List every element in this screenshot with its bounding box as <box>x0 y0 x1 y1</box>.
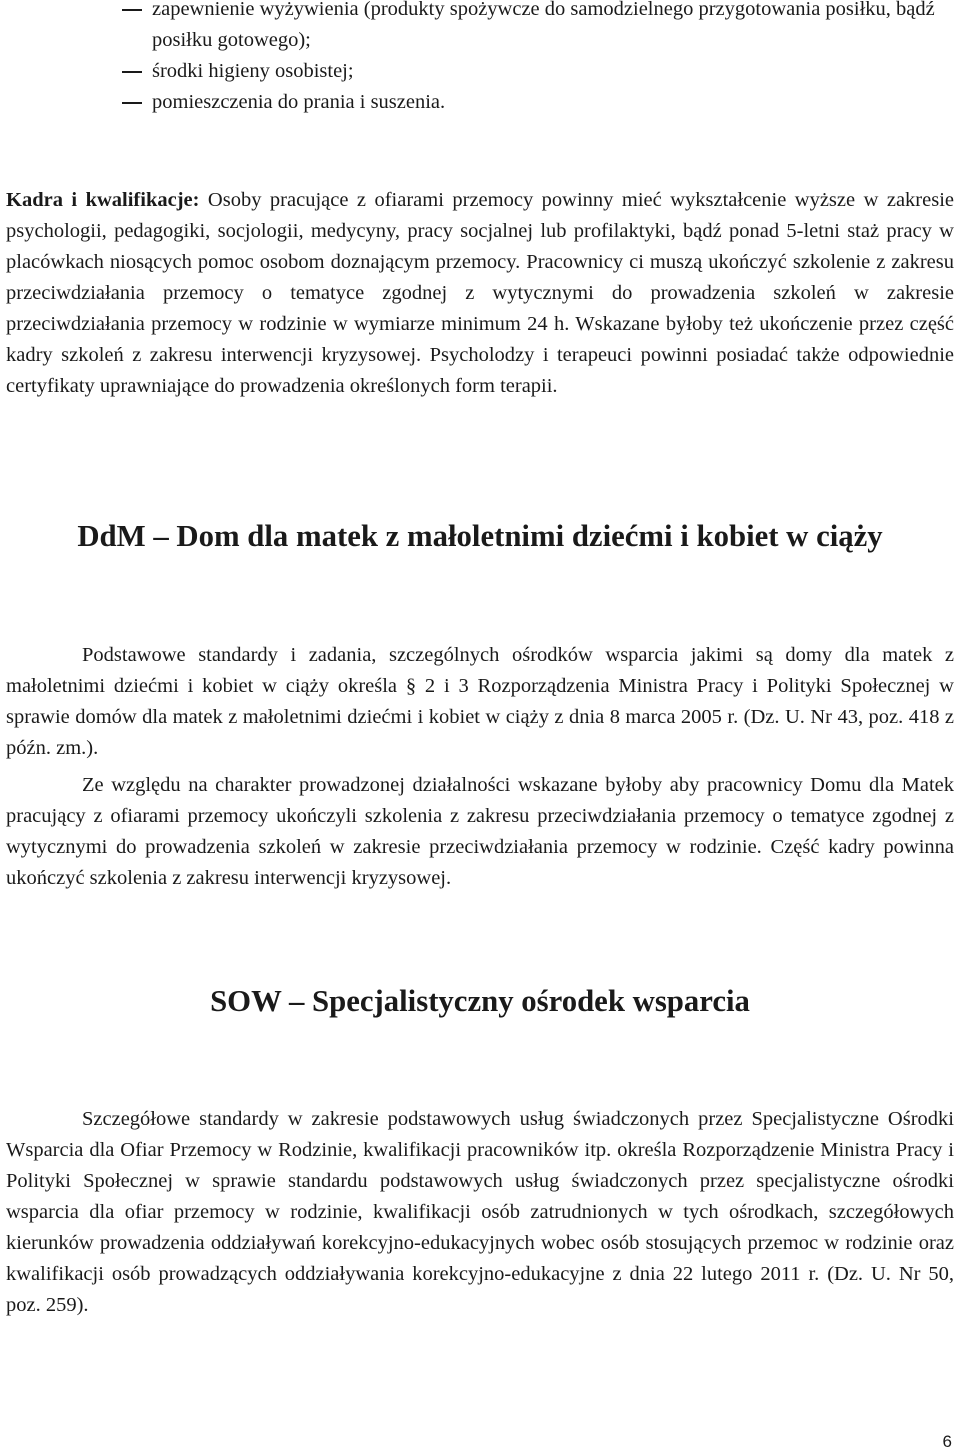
list-item: środki higieny osobistej; <box>6 56 954 87</box>
ddm-heading: DdM – Dom dla matek z małoletnimi dziećmi i kobiet w ciąży <box>77 519 883 553</box>
provision-list <box>6 0 954 118</box>
sow-paragraph: Szczegółowe standardy w zakresie podstawowych usług świadczonych przez Specjalistyczne Ośrodki Wsparcia dla Ofiar Przemocy w Rodzinie, kwalifikacji pracowników itp. określa Rozporządzenie Ministra Pracy i Polityki Społecznej w sprawie standardu podstawowych usług świadczonych przez specjalistyczne ośrodki wsparcia dla ofiar przemocy w rodzinie, kwalifikacji osób zatrudnionych w tych ośrodkach, szczegółowych kierunków prowadzenia oddziaływań korekcyjno-edukacyjnych wobec osób stosujących przemoc w rodzinie oraz kwalifikacji osób prowadzących oddziaływania korekcyjno-edukacyjne z dnia 22 lutego 2011 r. (Dz. U. Nr 50, poz. 259). <box>6 1108 954 1316</box>
list-item: pomieszczenia do prania i suszenia. <box>6 87 954 118</box>
staff-qualifications-text: Osoby pracujące z ofiarami przemocy powinny mieć wykształcenie wyższe w zakresie psychologii, pedagogiki, socjologii, medycyny, pracy socjalnej lub profilaktyki, bądź ponad 5-letni staż pracy w placówkach niosących pomoc osobom doznającym przemocy. Pracownicy ci muszą ukończyć szkolenie z zakresu przeciwdziałania przemocy o tematyce zgodnej z wytycznymi do prowadzenia szkoleń w zakresie przeciwdziałania przemocy w rodzinie w wymiarze minimum 24 h. Wskazane byłoby też ukończenie przez część kadry szkoleń z zakresu interwencji kryzysowej. Psycholodzy i terapeuci powinni posiadać także odpowiednie certyfikaty uprawniające do prowadzenia określonych form terapii. <box>6 189 954 397</box>
ddm-paragraph-training: Ze względu na charakter prowadzonej działalności wskazane byłoby aby pracownicy Domu dla Matek pracujący z ofiarami przemocy ukończyli szkolenia z zakresu przeciwdziałania przemocy o tematyce zgodnej z wytycznymi do prowadzenia szkoleń w zakresie przeciwdziałania przemocy w rodzinie. Część kadry powinna ukończyć szkolenia z zakresu interwencji kryzysowej. <box>6 774 954 889</box>
sow-heading: SOW – Specjalistyczny ośrodek wsparcia <box>210 984 750 1018</box>
page-number: 6 <box>942 1432 952 1451</box>
staff-qualifications-paragraph <box>6 185 954 402</box>
staff-qualifications-label: Kadra i kwalifikacje: <box>6 189 200 211</box>
ddm-paragraph-standards: Podstawowe standardy i zadania, szczególnych ośrodków wsparcia jakimi są domy dla matek z małoletnimi dziećmi i kobiet w ciąży określa § 2 i 3 Rozporządzenia Ministra Pracy i Polityki Społecznej w sprawie domów dla matek z małoletnimi dziećmi i kobiet w ciąży z dnia 8 marca 2005 r. (Dz. U. Nr 43, poz. 418 z późn. zm.). <box>6 644 954 759</box>
list-item: zapewnienie wyżywienia (produkty spożywcze do samodzielnego przygotowania posiłku, bądź posiłku gotowego); <box>6 0 954 56</box>
